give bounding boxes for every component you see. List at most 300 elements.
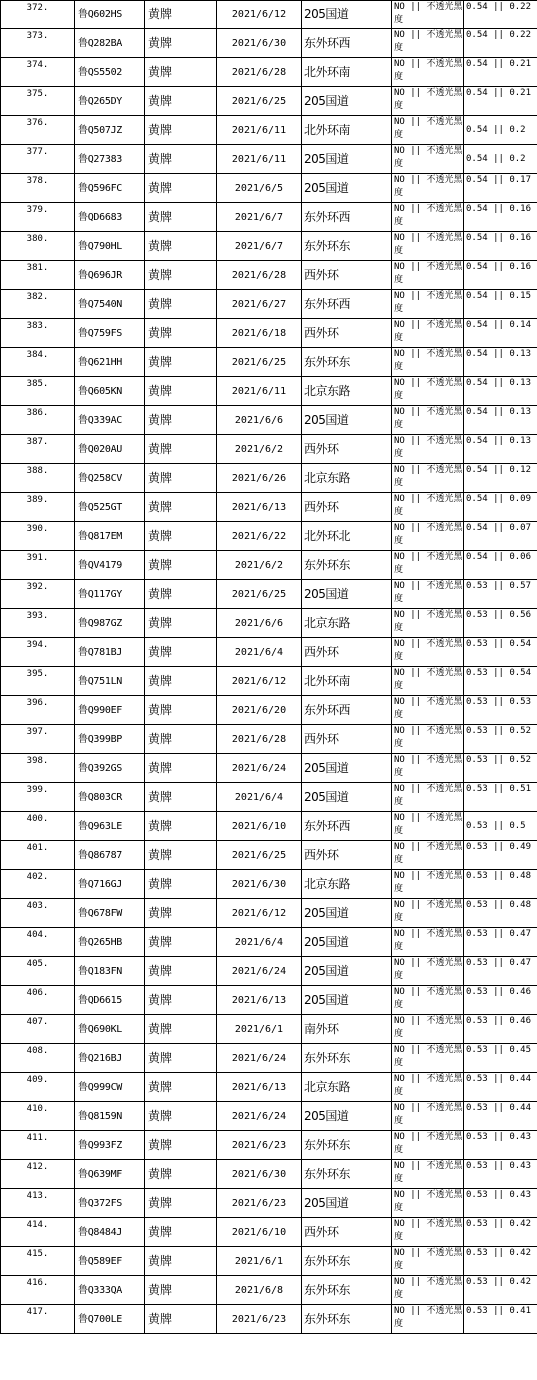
plate-color-cell: 黄牌 (145, 58, 217, 87)
table-row (1, 928, 537, 957)
row-number-cell: 400. (1, 812, 75, 841)
opacity-result-cell: NO || 不透光黑度 (392, 1073, 464, 1102)
opacity-value-cell: 0.54 || 0.13 (464, 435, 537, 464)
plate-number-cell: 鲁Q339AC (75, 406, 145, 435)
inspection-date-cell: 2021/6/23 (217, 1131, 302, 1160)
opacity-result-cell: NO || 不透光黑度 (392, 986, 464, 1015)
plate-color-cell: 黄牌 (145, 1160, 217, 1189)
inspection-date-cell: 2021/6/1 (217, 1015, 302, 1044)
plate-number-cell: 鲁Q999CW (75, 1073, 145, 1102)
opacity-result-cell: NO || 不透光黑度 (392, 957, 464, 986)
table-row (1, 319, 537, 348)
opacity-value-cell: 0.54 || 0.14 (464, 319, 537, 348)
opacity-value-cell: 0.54 || 0.16 (464, 203, 537, 232)
road-location-cell: 东外环东 (302, 1276, 392, 1305)
opacity-result-cell: NO || 不透光黑度 (392, 1276, 464, 1305)
row-number-cell: 385. (1, 377, 75, 406)
table-row (1, 1044, 537, 1073)
road-location-cell: 西外环 (302, 261, 392, 290)
plate-color-cell: 黄牌 (145, 29, 217, 58)
row-number-cell: 383. (1, 319, 75, 348)
opacity-value-cell: 0.53 || 0.52 (464, 754, 537, 783)
opacity-result-cell: NO || 不透光黑度 (392, 87, 464, 116)
road-location-cell: 东外环东 (302, 348, 392, 377)
road-location-cell: 北外环北 (302, 522, 392, 551)
opacity-value-cell: 0.53 || 0.48 (464, 899, 537, 928)
plate-number-cell: 鲁Q525GT (75, 493, 145, 522)
plate-color-cell: 黄牌 (145, 406, 217, 435)
inspection-date-cell: 2021/6/7 (217, 232, 302, 261)
opacity-value-cell: 0.53 || 0.53 (464, 696, 537, 725)
inspection-date-cell: 2021/6/13 (217, 1073, 302, 1102)
plate-color-cell: 黄牌 (145, 203, 217, 232)
plate-number-cell: 鲁Q700LE (75, 1305, 145, 1334)
road-location-cell: 205国道 (302, 1189, 392, 1218)
inspection-date-cell: 2021/6/24 (217, 957, 302, 986)
opacity-result-cell: NO || 不透光黑度 (392, 609, 464, 638)
road-location-cell: 东外环东 (302, 1247, 392, 1276)
plate-color-cell: 黄牌 (145, 319, 217, 348)
opacity-value-cell: 0.53 || 0.5 (464, 812, 537, 841)
opacity-value-cell: 0.53 || 0.46 (464, 986, 537, 1015)
plate-number-cell: 鲁Q817EM (75, 522, 145, 551)
table-row (1, 1218, 537, 1247)
table-row (1, 29, 537, 58)
row-number-cell: 386. (1, 406, 75, 435)
road-location-cell: 西外环 (302, 841, 392, 870)
road-location-cell: 205国道 (302, 928, 392, 957)
opacity-result-cell: NO || 不透光黑度 (392, 1044, 464, 1073)
plate-color-cell: 黄牌 (145, 638, 217, 667)
plate-number-cell: 鲁Q987GZ (75, 609, 145, 638)
opacity-result-cell: NO || 不透光黑度 (392, 1131, 464, 1160)
table-row (1, 1073, 537, 1102)
row-number-cell: 401. (1, 841, 75, 870)
plate-number-cell: 鲁QV4179 (75, 551, 145, 580)
table-row (1, 870, 537, 899)
opacity-result-cell: NO || 不透光黑度 (392, 551, 464, 580)
plate-color-cell: 黄牌 (145, 1102, 217, 1131)
plate-color-cell: 黄牌 (145, 783, 217, 812)
row-number-cell: 377. (1, 145, 75, 174)
row-number-cell: 374. (1, 58, 75, 87)
opacity-value-cell: 0.54 || 0.16 (464, 232, 537, 261)
opacity-value-cell: 0.54 || 0.21 (464, 87, 537, 116)
plate-number-cell: 鲁Q020AU (75, 435, 145, 464)
plate-number-cell: 鲁Q803CR (75, 783, 145, 812)
road-location-cell: 205国道 (302, 957, 392, 986)
plate-number-cell: 鲁Q282BA (75, 29, 145, 58)
plate-color-cell: 黄牌 (145, 754, 217, 783)
plate-color-cell: 黄牌 (145, 580, 217, 609)
inspection-date-cell: 2021/6/28 (217, 58, 302, 87)
plate-color-cell: 黄牌 (145, 696, 217, 725)
inspection-date-cell: 2021/6/12 (217, 1, 302, 29)
table-row (1, 174, 537, 203)
opacity-result-cell: NO || 不透光黑度 (392, 203, 464, 232)
inspection-date-cell: 2021/6/10 (217, 1218, 302, 1247)
opacity-result-cell: NO || 不透光黑度 (392, 348, 464, 377)
table-row (1, 145, 537, 174)
plate-number-cell: 鲁Q602HS (75, 1, 145, 29)
opacity-value-cell: 0.54 || 0.06 (464, 551, 537, 580)
table-row (1, 116, 537, 145)
inspection-date-cell: 2021/6/11 (217, 145, 302, 174)
opacity-value-cell: 0.53 || 0.41 (464, 1305, 537, 1334)
table-row (1, 812, 537, 841)
row-number-cell: 405. (1, 957, 75, 986)
road-location-cell: 北京东路 (302, 464, 392, 493)
opacity-value-cell: 0.54 || 0.21 (464, 58, 537, 87)
inspection-date-cell: 2021/6/12 (217, 667, 302, 696)
opacity-value-cell: 0.54 || 0.17 (464, 174, 537, 203)
table-row (1, 1160, 537, 1189)
inspection-date-cell: 2021/6/30 (217, 29, 302, 58)
plate-number-cell: 鲁Q507JZ (75, 116, 145, 145)
table-row (1, 580, 537, 609)
road-location-cell: 西外环 (302, 638, 392, 667)
inspection-date-cell: 2021/6/11 (217, 377, 302, 406)
plate-number-cell: 鲁Q8484J (75, 1218, 145, 1247)
table-row (1, 377, 537, 406)
inspection-date-cell: 2021/6/24 (217, 754, 302, 783)
row-number-cell: 417. (1, 1305, 75, 1334)
plate-number-cell: 鲁Q399BP (75, 725, 145, 754)
opacity-result-cell: NO || 不透光黑度 (392, 1305, 464, 1334)
opacity-result-cell: NO || 不透光黑度 (392, 1160, 464, 1189)
row-number-cell: 379. (1, 203, 75, 232)
inspection-date-cell: 2021/6/30 (217, 870, 302, 899)
inspection-date-cell: 2021/6/13 (217, 493, 302, 522)
plate-number-cell: 鲁Q596FC (75, 174, 145, 203)
opacity-value-cell: 0.54 || 0.15 (464, 290, 537, 319)
plate-color-cell: 黄牌 (145, 1015, 217, 1044)
plate-color-cell: 黄牌 (145, 1131, 217, 1160)
opacity-result-cell: NO || 不透光黑度 (392, 1, 464, 29)
plate-color-cell: 黄牌 (145, 232, 217, 261)
inspection-date-cell: 2021/6/28 (217, 261, 302, 290)
opacity-value-cell: 0.53 || 0.47 (464, 928, 537, 957)
plate-color-cell: 黄牌 (145, 116, 217, 145)
opacity-value-cell: 0.53 || 0.42 (464, 1276, 537, 1305)
table-row (1, 203, 537, 232)
opacity-result-cell: NO || 不透光黑度 (392, 841, 464, 870)
plate-color-cell: 黄牌 (145, 1044, 217, 1073)
row-number-cell: 381. (1, 261, 75, 290)
row-number-cell: 376. (1, 116, 75, 145)
opacity-value-cell: 0.54 || 0.13 (464, 406, 537, 435)
plate-number-cell: 鲁Q751LN (75, 667, 145, 696)
plate-color-cell: 黄牌 (145, 1073, 217, 1102)
opacity-result-cell: NO || 不透光黑度 (392, 812, 464, 841)
inspection-date-cell: 2021/6/1 (217, 1247, 302, 1276)
table-row (1, 1131, 537, 1160)
inspection-date-cell: 2021/6/27 (217, 290, 302, 319)
inspection-date-cell: 2021/6/24 (217, 1102, 302, 1131)
inspection-date-cell: 2021/6/13 (217, 986, 302, 1015)
opacity-value-cell: 0.53 || 0.52 (464, 725, 537, 754)
road-location-cell: 东外环东 (302, 1160, 392, 1189)
opacity-result-cell: NO || 不透光黑度 (392, 1102, 464, 1131)
table-row (1, 1102, 537, 1131)
row-number-cell: 403. (1, 899, 75, 928)
row-number-cell: 378. (1, 174, 75, 203)
plate-color-cell: 黄牌 (145, 1247, 217, 1276)
plate-number-cell: 鲁Q759FS (75, 319, 145, 348)
opacity-result-cell: NO || 不透光黑度 (392, 870, 464, 899)
row-number-cell: 397. (1, 725, 75, 754)
opacity-value-cell: 0.54 || 0.13 (464, 377, 537, 406)
opacity-result-cell: NO || 不透光黑度 (392, 696, 464, 725)
plate-number-cell: 鲁Q589EF (75, 1247, 145, 1276)
road-location-cell: 东外环西 (302, 29, 392, 58)
opacity-result-cell: NO || 不透光黑度 (392, 58, 464, 87)
plate-number-cell: 鲁Q216BJ (75, 1044, 145, 1073)
inspection-date-cell: 2021/6/2 (217, 551, 302, 580)
row-number-cell: 382. (1, 290, 75, 319)
road-location-cell: 205国道 (302, 145, 392, 174)
inspection-date-cell: 2021/6/10 (217, 812, 302, 841)
opacity-value-cell: 0.53 || 0.43 (464, 1189, 537, 1218)
plate-number-cell: 鲁Q990EF (75, 696, 145, 725)
opacity-value-cell: 0.53 || 0.49 (464, 841, 537, 870)
opacity-value-cell: 0.53 || 0.51 (464, 783, 537, 812)
inspection-date-cell: 2021/6/25 (217, 348, 302, 377)
opacity-value-cell: 0.53 || 0.46 (464, 1015, 537, 1044)
road-location-cell: 北京东路 (302, 1073, 392, 1102)
opacity-value-cell: 0.53 || 0.54 (464, 638, 537, 667)
opacity-value-cell: 0.53 || 0.54 (464, 667, 537, 696)
opacity-value-cell: 0.53 || 0.57 (464, 580, 537, 609)
plate-color-cell: 黄牌 (145, 493, 217, 522)
plate-color-cell: 黄牌 (145, 986, 217, 1015)
opacity-result-cell: NO || 不透光黑度 (392, 232, 464, 261)
plate-number-cell: 鲁Q8159N (75, 1102, 145, 1131)
table-row (1, 261, 537, 290)
plate-color-cell: 黄牌 (145, 1305, 217, 1334)
plate-number-cell: 鲁Q993FZ (75, 1131, 145, 1160)
row-number-cell: 372. (1, 1, 75, 29)
plate-color-cell: 黄牌 (145, 899, 217, 928)
table-row (1, 493, 537, 522)
plate-color-cell: 黄牌 (145, 174, 217, 203)
table-row (1, 696, 537, 725)
table-row (1, 986, 537, 1015)
plate-color-cell: 黄牌 (145, 841, 217, 870)
road-location-cell: 东外环西 (302, 290, 392, 319)
opacity-value-cell: 0.54 || 0.09 (464, 493, 537, 522)
opacity-result-cell: NO || 不透光黑度 (392, 522, 464, 551)
road-location-cell: 西外环 (302, 493, 392, 522)
row-number-cell: 391. (1, 551, 75, 580)
table-row (1, 348, 537, 377)
row-number-cell: 404. (1, 928, 75, 957)
road-location-cell: 205国道 (302, 899, 392, 928)
plate-color-cell: 黄牌 (145, 609, 217, 638)
table-row (1, 435, 537, 464)
inspection-date-cell: 2021/6/2 (217, 435, 302, 464)
plate-color-cell: 黄牌 (145, 1, 217, 29)
inspection-date-cell: 2021/6/28 (217, 725, 302, 754)
road-location-cell: 205国道 (302, 754, 392, 783)
plate-color-cell: 黄牌 (145, 725, 217, 754)
road-location-cell: 北外环南 (302, 58, 392, 87)
opacity-value-cell: 0.53 || 0.44 (464, 1102, 537, 1131)
opacity-value-cell: 0.54 || 0.12 (464, 464, 537, 493)
table-row (1, 1305, 537, 1334)
plate-number-cell: 鲁Q117GY (75, 580, 145, 609)
row-number-cell: 394. (1, 638, 75, 667)
table-row (1, 1247, 537, 1276)
road-location-cell: 东外环东 (302, 1305, 392, 1334)
table-row (1, 783, 537, 812)
plate-number-cell: 鲁Q781BJ (75, 638, 145, 667)
opacity-result-cell: NO || 不透光黑度 (392, 319, 464, 348)
opacity-result-cell: NO || 不透光黑度 (392, 1015, 464, 1044)
inspection-date-cell: 2021/6/4 (217, 783, 302, 812)
plate-color-cell: 黄牌 (145, 1189, 217, 1218)
table-row (1, 232, 537, 261)
inspection-date-cell: 2021/6/8 (217, 1276, 302, 1305)
inspection-date-cell: 2021/6/23 (217, 1305, 302, 1334)
plate-number-cell: 鲁Q183FN (75, 957, 145, 986)
opacity-result-cell: NO || 不透光黑度 (392, 261, 464, 290)
plate-color-cell: 黄牌 (145, 812, 217, 841)
opacity-result-cell: NO || 不透光黑度 (392, 493, 464, 522)
plate-number-cell: 鲁Q372FS (75, 1189, 145, 1218)
plate-number-cell: 鲁Q392GS (75, 754, 145, 783)
inspection-date-cell: 2021/6/20 (217, 696, 302, 725)
row-number-cell: 373. (1, 29, 75, 58)
inspection-date-cell: 2021/6/23 (217, 1189, 302, 1218)
table-body (1, 1, 537, 1334)
road-location-cell: 北京东路 (302, 870, 392, 899)
plate-color-cell: 黄牌 (145, 261, 217, 290)
inspection-date-cell: 2021/6/25 (217, 580, 302, 609)
opacity-value-cell: 0.53 || 0.48 (464, 870, 537, 899)
plate-number-cell: 鲁Q716GJ (75, 870, 145, 899)
road-location-cell: 东外环西 (302, 696, 392, 725)
plate-color-cell: 黄牌 (145, 1276, 217, 1305)
table-row (1, 667, 537, 696)
row-number-cell: 414. (1, 1218, 75, 1247)
row-number-cell: 392. (1, 580, 75, 609)
inspection-date-cell: 2021/6/25 (217, 87, 302, 116)
road-location-cell: 205国道 (302, 406, 392, 435)
table-row (1, 522, 537, 551)
opacity-value-cell: 0.53 || 0.45 (464, 1044, 537, 1073)
plate-color-cell: 黄牌 (145, 1218, 217, 1247)
row-number-cell: 416. (1, 1276, 75, 1305)
plate-color-cell: 黄牌 (145, 464, 217, 493)
plate-number-cell: 鲁Q86787 (75, 841, 145, 870)
opacity-value-cell: 0.53 || 0.47 (464, 957, 537, 986)
table-row (1, 841, 537, 870)
table-row (1, 87, 537, 116)
opacity-value-cell: 0.53 || 0.42 (464, 1218, 537, 1247)
opacity-value-cell: 0.53 || 0.56 (464, 609, 537, 638)
opacity-result-cell: NO || 不透光黑度 (392, 725, 464, 754)
plate-color-cell: 黄牌 (145, 145, 217, 174)
opacity-value-cell: 0.54 || 0.2 (464, 145, 537, 174)
plate-number-cell: 鲁Q621HH (75, 348, 145, 377)
opacity-value-cell: 0.54 || 0.07 (464, 522, 537, 551)
table-row (1, 464, 537, 493)
table-row (1, 725, 537, 754)
plate-color-cell: 黄牌 (145, 522, 217, 551)
opacity-result-cell: NO || 不透光黑度 (392, 29, 464, 58)
opacity-value-cell: 0.53 || 0.43 (464, 1160, 537, 1189)
plate-number-cell: 鲁Q639MF (75, 1160, 145, 1189)
opacity-result-cell: NO || 不透光黑度 (392, 116, 464, 145)
road-location-cell: 北外环南 (302, 667, 392, 696)
opacity-result-cell: NO || 不透光黑度 (392, 1218, 464, 1247)
row-number-cell: 409. (1, 1073, 75, 1102)
plate-number-cell: 鲁Q265DY (75, 87, 145, 116)
plate-color-cell: 黄牌 (145, 957, 217, 986)
opacity-value-cell: 0.54 || 0.22 (464, 1, 537, 29)
plate-number-cell: 鲁Q790HL (75, 232, 145, 261)
inspection-date-cell: 2021/6/18 (217, 319, 302, 348)
plate-number-cell: 鲁Q265HB (75, 928, 145, 957)
road-location-cell: 东外环西 (302, 812, 392, 841)
opacity-result-cell: NO || 不透光黑度 (392, 464, 464, 493)
opacity-result-cell: NO || 不透光黑度 (392, 899, 464, 928)
opacity-result-cell: NO || 不透光黑度 (392, 928, 464, 957)
opacity-result-cell: NO || 不透光黑度 (392, 580, 464, 609)
opacity-value-cell: 0.53 || 0.44 (464, 1073, 537, 1102)
opacity-value-cell: 0.54 || 0.16 (464, 261, 537, 290)
row-number-cell: 380. (1, 232, 75, 261)
row-number-cell: 406. (1, 986, 75, 1015)
row-number-cell: 402. (1, 870, 75, 899)
road-location-cell: 东外环东 (302, 232, 392, 261)
plate-color-cell: 黄牌 (145, 87, 217, 116)
road-location-cell: 北外环南 (302, 116, 392, 145)
row-number-cell: 399. (1, 783, 75, 812)
plate-number-cell: 鲁Q333QA (75, 1276, 145, 1305)
road-location-cell: 205国道 (302, 174, 392, 203)
row-number-cell: 375. (1, 87, 75, 116)
plate-number-cell: 鲁Q963LE (75, 812, 145, 841)
opacity-result-cell: NO || 不透光黑度 (392, 1247, 464, 1276)
table-row (1, 551, 537, 580)
opacity-result-cell: NO || 不透光黑度 (392, 435, 464, 464)
row-number-cell: 410. (1, 1102, 75, 1131)
opacity-value-cell: 0.53 || 0.43 (464, 1131, 537, 1160)
opacity-value-cell: 0.53 || 0.42 (464, 1247, 537, 1276)
road-location-cell: 西外环 (302, 319, 392, 348)
plate-number-cell: 鲁QD6615 (75, 986, 145, 1015)
road-location-cell: 东外环东 (302, 551, 392, 580)
inspection-date-cell: 2021/6/4 (217, 638, 302, 667)
inspection-date-cell: 2021/6/24 (217, 1044, 302, 1073)
table-row (1, 957, 537, 986)
table-row (1, 1, 537, 29)
road-location-cell: 西外环 (302, 1218, 392, 1247)
table-row (1, 638, 537, 667)
table-row (1, 406, 537, 435)
plate-color-cell: 黄牌 (145, 667, 217, 696)
opacity-value-cell: 0.54 || 0.2 (464, 116, 537, 145)
row-number-cell: 395. (1, 667, 75, 696)
plate-color-cell: 黄牌 (145, 870, 217, 899)
inspection-date-cell: 2021/6/25 (217, 841, 302, 870)
plate-color-cell: 黄牌 (145, 290, 217, 319)
plate-color-cell: 黄牌 (145, 435, 217, 464)
road-location-cell: 北京东路 (302, 609, 392, 638)
row-number-cell: 389. (1, 493, 75, 522)
